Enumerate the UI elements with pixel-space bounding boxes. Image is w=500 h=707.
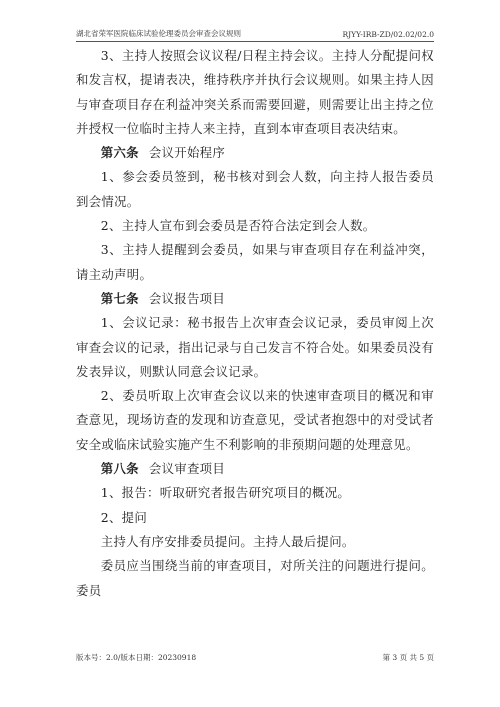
- article-heading: [76, 457, 434, 481]
- article-number: 第八条: [100, 461, 139, 477]
- footer-version: 版本号：2.0/版本日期：20230918: [76, 653, 197, 662]
- article-name: 会议报告项目: [148, 290, 226, 306]
- footer-page-number: 第 3 页 共 5 页: [382, 653, 434, 662]
- article-name: 会议开始程序: [148, 145, 226, 161]
- paragraph: 1、会议记录：秘书报告上次审查会议记录，委员审阅上次审查会议的记录，指出记录与自己发言不符合处。如果委员没有发表异议，则默认同意会议记录。: [76, 315, 434, 379]
- paragraph: 1、报告：听取研究者报告研究项目的概况。: [100, 485, 351, 501]
- paragraph: 主持人有序安排委员提问。主持人最后提问。: [100, 533, 355, 549]
- paragraph: 1、参会委员签到，秘书核对到会人数，向主持人报告委员到会情况。: [76, 169, 434, 209]
- article-number: 第六条: [100, 145, 139, 161]
- document-body: [76, 44, 434, 603]
- article-heading: [76, 287, 434, 311]
- article-heading: [76, 141, 434, 165]
- paragraph: 委员应当围绕当前的审查项目，对所关注的问题进行提问。委员: [76, 558, 434, 598]
- paragraph: 2、提问: [100, 509, 148, 525]
- article-name: 会议审查项目: [148, 461, 226, 477]
- paragraph: 3、主持人提醒到会委员，如果与审查项目存在利益冲突，请主动声明。: [76, 242, 434, 282]
- header-document-code: RJYY-IRB-ZD/02.02/02.0: [342, 30, 434, 39]
- page-header: [76, 23, 434, 42]
- paragraph: 2、委员听取上次审查会议以来的快速审查项目的概况和审查意见，现场访查的发现和访查意见，受试者抱怨中的对受试者安全或临床试验实施产生不利影响的非预期问题的处理意见。: [76, 388, 434, 452]
- paragraph: 3、主持人按照会议议程/日程主持会议。主持人分配提问权和发言权，提请表决，维持秩序并执行会议规则。如果主持人因与审查项目存在利益冲突关系而需要回避，则需要让出主持之位并授权一位临时主持人来主持，直到本审查项目表决结束。: [76, 48, 434, 136]
- page-footer: [76, 652, 434, 663]
- header-document-title: 湖北省荣军医院临床试验伦理委员会审查会议规则: [76, 29, 241, 38]
- paragraph: 2、主持人宣布到会委员是否符合法定到会人数。: [100, 218, 376, 234]
- article-number: 第七条: [100, 290, 139, 306]
